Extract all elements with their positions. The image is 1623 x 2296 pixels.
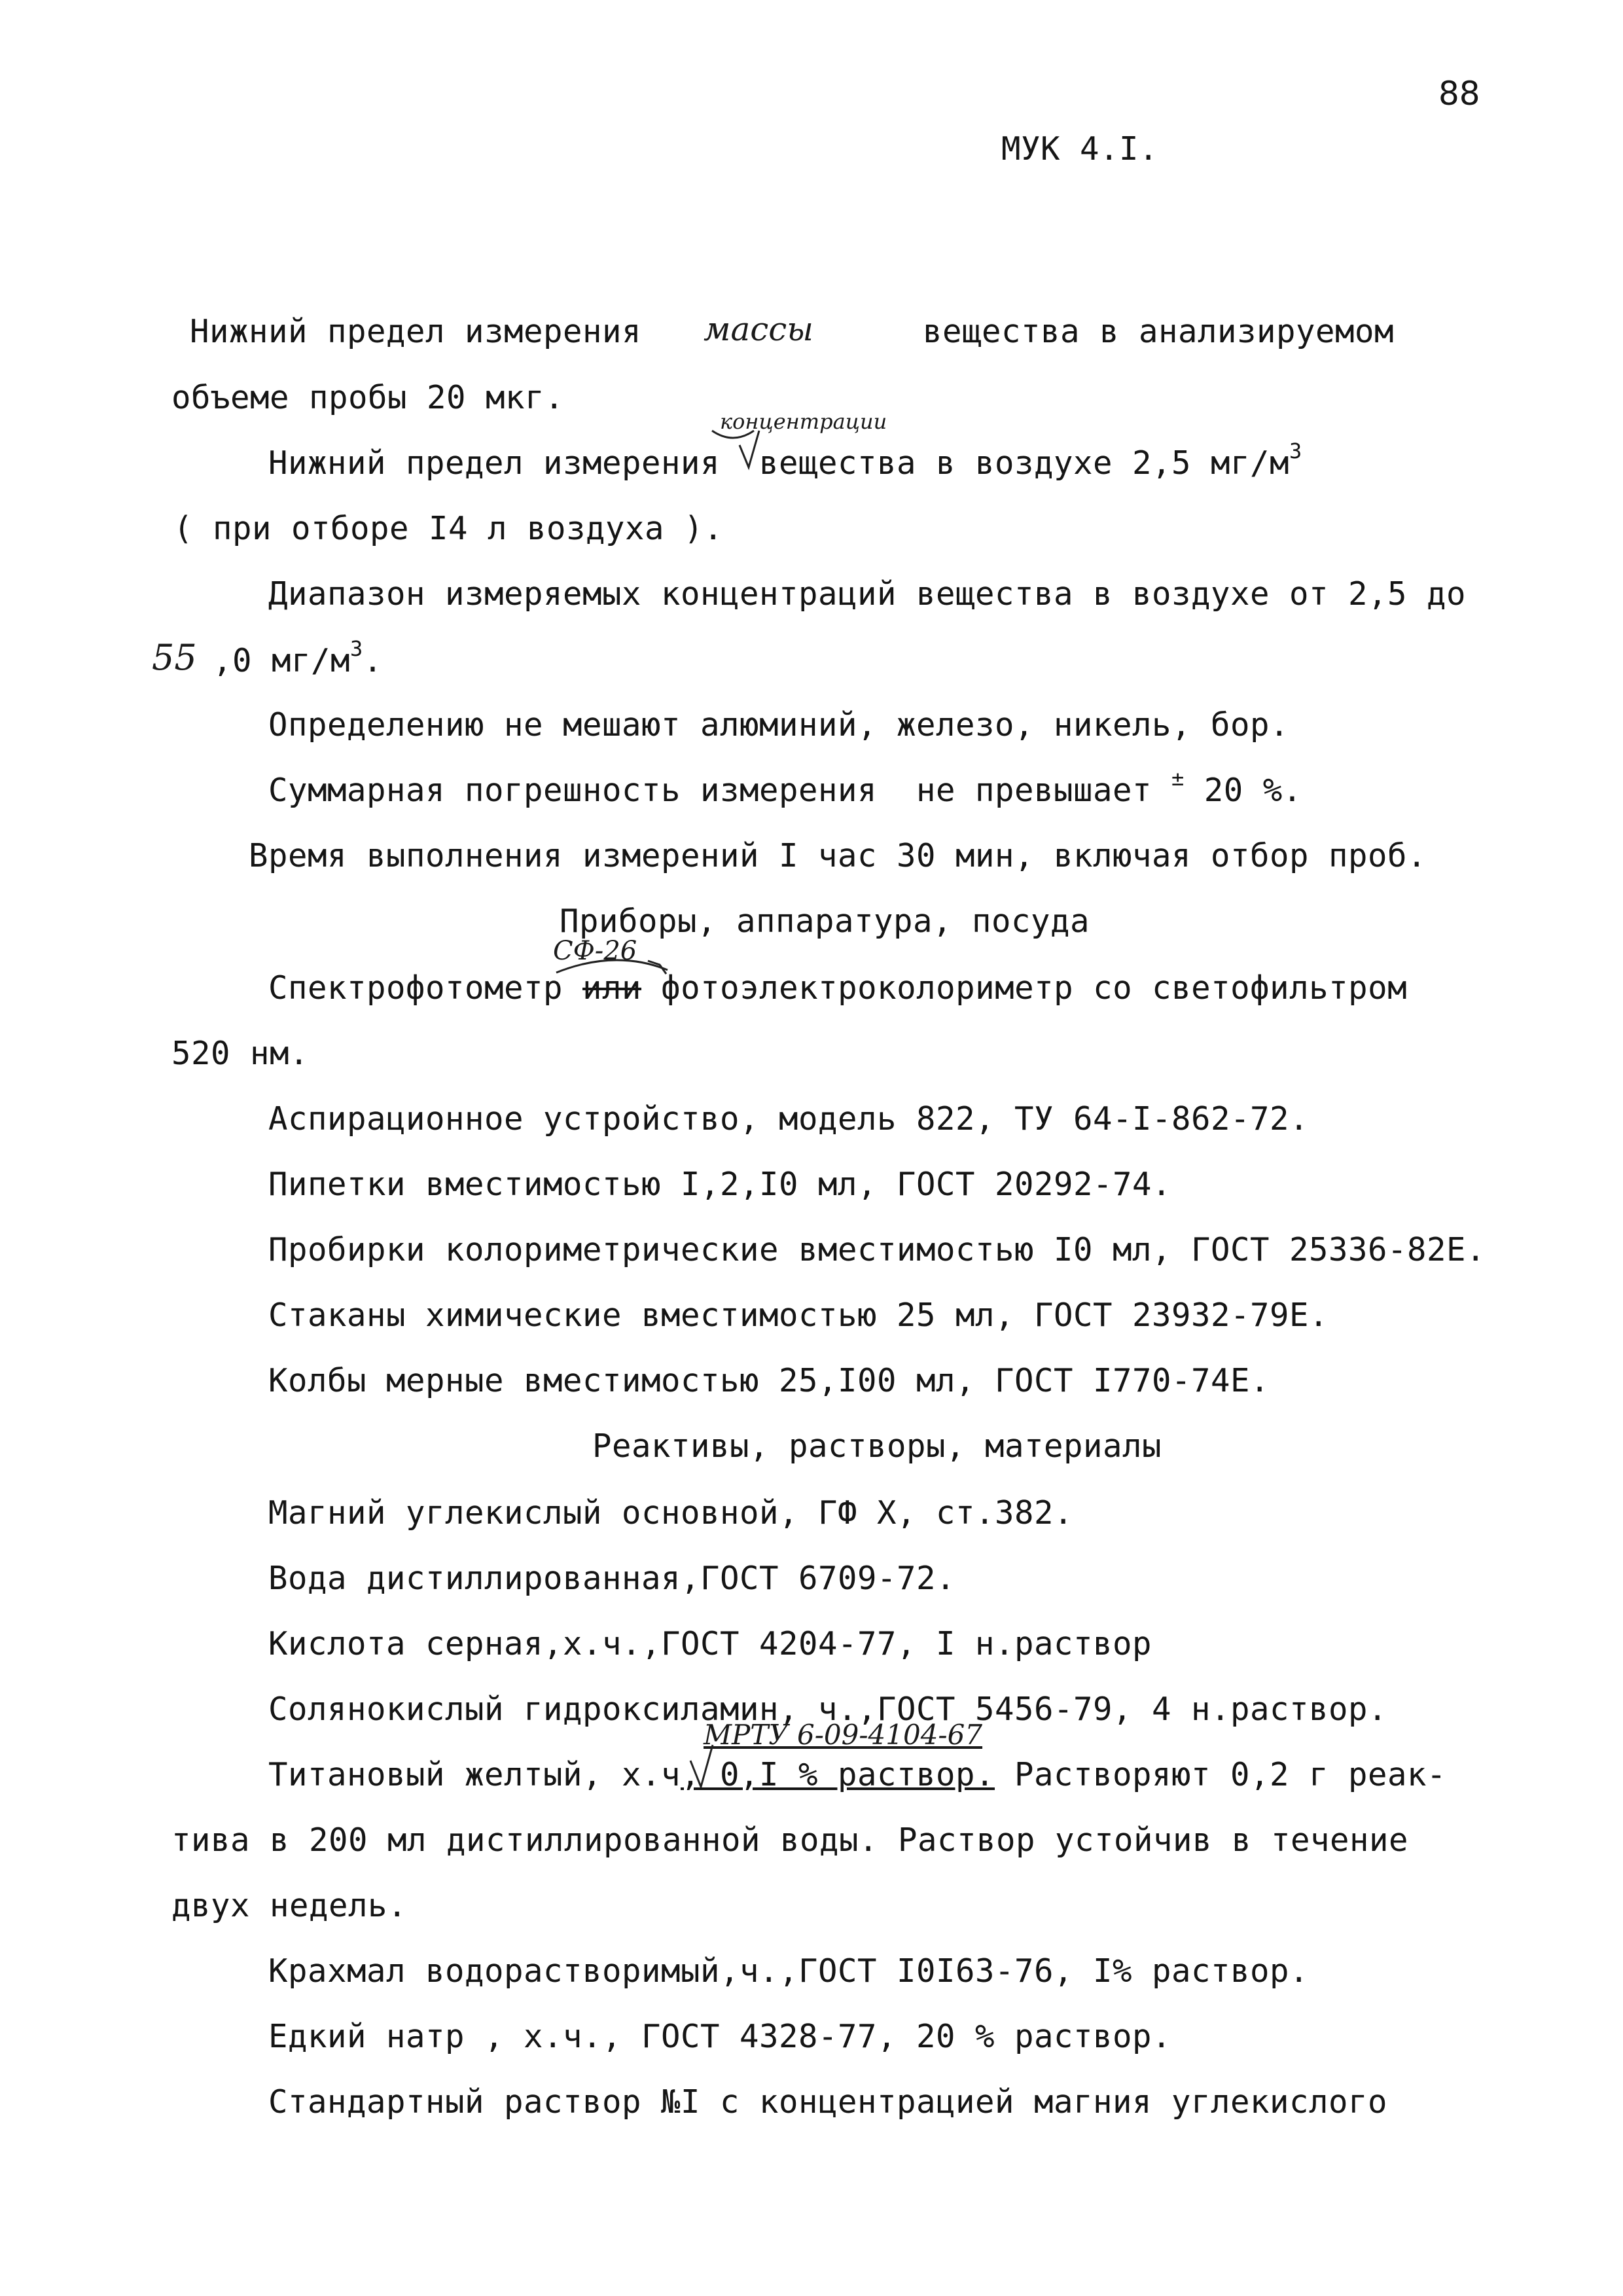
text-line: объеме пробы 20 мкг. (171, 379, 565, 416)
text-line: вещества в воздухе 2,5 $мг/м^3$ (759, 439, 1302, 482)
text-line: Едкий натр , х.ч., ГОСТ 4328-77, 20 % раствор. (268, 2018, 1172, 2055)
text-line: Нижний предел измерения (268, 444, 721, 482)
text-line: двух недель. (171, 1887, 408, 1924)
text-line: ( при отборе I4 л воздуха ). (173, 510, 724, 547)
text-line: Титановый желтый, х.ч, 0,I % раствор. Растворяют 0,2 г реак- (268, 1756, 1447, 1793)
handwritten-insert: концентрации (720, 409, 887, 434)
text-line: Стандартный раствор №I с концентрацией магния углекислого (268, 2083, 1388, 2121)
text-line: Аспирационное устройство, модель 822, ТУ 64-I-862-72. (268, 1100, 1310, 1138)
text-line: Пробирки колориметрические вместимостью I0 мл, ГОСТ 25336-82Е. (268, 1231, 1486, 1268)
document-code: МУК 4.I. (1001, 130, 1159, 168)
text-line: Пипетки вместимостью I,2,I0 мл, ГОСТ 20292-74. (268, 1166, 1172, 1203)
text-line: Стаканы химические вместимостью 25 мл, ГОСТ 23932-79Е. (268, 1297, 1329, 1334)
text-line: Суммарная погрешность измерения не превышает ± 20 %. (268, 766, 1302, 809)
text-line: Диапазон измеряемых концентраций вещества в воздухе от 2,5 до (268, 575, 1467, 613)
text-line: Колбы мерные вместимостью 25,I00 мл, ГОСТ I770-74Е. (268, 1362, 1270, 1399)
text-line: 520 нм. (171, 1035, 310, 1072)
text-line: Нижний предел измерения (190, 313, 642, 350)
text-line: вещества в анализируемом (923, 313, 1395, 350)
text-line: Время выполнения измерений I час 30 мин, включая отбор проб. (249, 837, 1427, 874)
text-line: Магний углекислый основной, ГФ Х, ст.382. (268, 1494, 1074, 1532)
text-line: ,0 $мг/м^3$. (213, 636, 383, 679)
text-line: тива в 200 мл дистиллированной воды. Раствор устойчив в течение (171, 1821, 1409, 1859)
text-line: Спектрофотометр или фотоэлектроколориметр со светофильтром (268, 969, 1408, 1007)
handwritten-correction: 55 (152, 637, 197, 678)
section-heading: Реактивы, растворы, материалы (592, 1427, 1162, 1465)
text-line: Определению не мешают алюминий, железо, никель, бор. (268, 706, 1290, 744)
handwritten-insert: СФ-26 (553, 936, 637, 966)
handwritten-insert: МРТУ 6-09-4104-67 (704, 1719, 983, 1751)
text-line: Вода дистиллированная,ГОСТ 6709-72. (268, 1560, 956, 1597)
section-heading: Приборы, аппаратура, посуда (560, 903, 1090, 940)
text-line: Кислота серная,х.ч.,ГОСТ 4204-77, I н.раствор (268, 1625, 1152, 1662)
text-line: Крахмал водорастворимый,ч.,ГОСТ I0I63-76, I% раствор. (268, 1952, 1310, 1990)
handwritten-insert: массы (704, 310, 813, 348)
text-line: Солянокислый гидроксиламин, ч.,ГОСТ 5456-79, 4 н.раствор. (268, 1691, 1388, 1728)
page-number: 88 (1438, 75, 1480, 113)
